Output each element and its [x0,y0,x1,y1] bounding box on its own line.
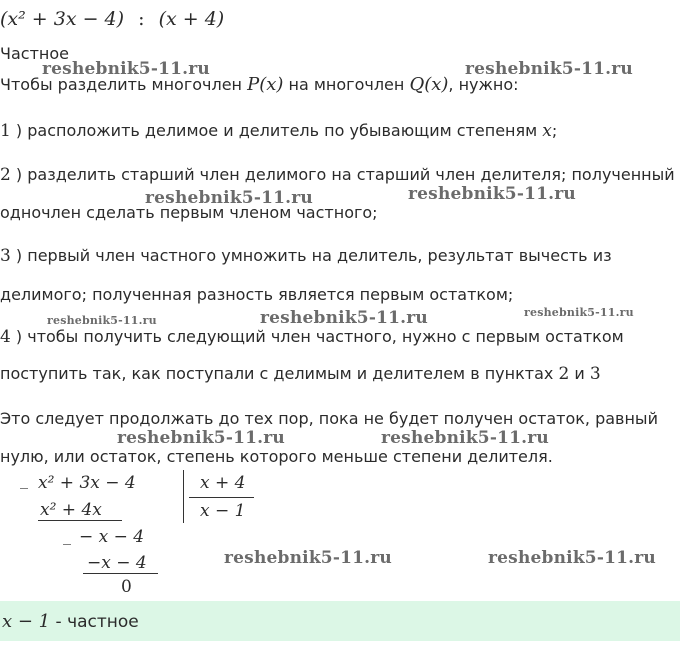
watermark: reshebnik5-11.ru [117,428,285,448]
division-minus-1: _ [20,470,28,489]
step-text: ; [551,121,558,140]
task-dividend: (x² + 3x − 4) [0,8,125,30]
watermark: reshebnik5-11.ru [524,306,634,319]
watermark: reshebnik5-11.ru [381,428,549,448]
step-4 [0,327,624,347]
step-number: 1 [0,121,11,141]
answer-box [0,601,680,641]
division-underline-2 [83,573,158,574]
watermark: reshebnik5-11.ru [42,59,210,79]
division-bracket-horizontal [189,497,254,498]
intro-part: Чтобы разделить многочлен [0,75,248,94]
division-dividend: x² + 3x − 4 [38,473,136,493]
step-text: ) разделить старший член делимого на старший член делителя; полученный [10,165,675,184]
heading: Частное [0,44,69,63]
division-quotient: x − 1 [200,501,246,521]
intro-part: на многочлен [283,75,410,94]
step-text: поступить так, как поступали с делимым и делителем в пунктах [0,364,559,383]
step-1 [0,121,557,141]
watermark: reshebnik5-11.ru [488,548,656,568]
intro-part: , нужно: [448,75,519,94]
step-ref-2: 2 [558,364,570,384]
watermark: reshebnik5-11.ru [47,314,157,327]
step-text: и [569,364,590,383]
task-colon: : [138,8,145,30]
task-expression [0,8,224,30]
answer-label: - частное [50,612,139,632]
watermark: reshebnik5-11.ru [224,548,392,568]
intro-q: Q(x) [409,74,449,95]
conclusion-line1: Это следует продолжать до тех пор, пока не будет получен остаток, равный [0,409,658,428]
answer-expression: x − 1 [2,611,51,632]
division-remainder-1: − x − 4 [79,527,145,547]
division-subtrahend-1: x² + 4x [40,500,102,520]
step-3 [0,246,612,266]
watermark: reshebnik5-11.ru [465,59,633,79]
step-4-line2 [0,364,601,384]
division-subtrahend-2: −x − 4 [87,553,147,573]
answer-text [2,611,139,632]
step-ref-3: 3 [589,364,601,384]
step-text: ) первый член частного умножить на делитель, результат вычесть из [10,246,612,265]
division-divisor: x + 4 [200,473,246,493]
step-text: ) чтобы получить следующий член частного, нужно с первым остатком [10,327,624,346]
watermark: reshebnik5-11.ru [145,188,313,208]
step-text: ) расположить делимое и делитель по убывающим степеням [10,121,543,140]
division-minus-2: _ [63,526,71,545]
watermark: reshebnik5-11.ru [408,184,576,204]
step-number: 2 [0,165,11,185]
division-bracket-vertical [183,470,184,523]
step-2 [0,165,675,185]
step-number: 4 [0,327,11,347]
step-2-line2: одночлен сделать первым членом частного; [0,203,378,222]
intro-p: P(x) [247,74,284,95]
step-var: x [542,121,552,141]
division-underline-1 [38,520,122,521]
conclusion-line2: нулю, или остаток, степень которого меньше степени делителя. [0,447,553,466]
step-number: 3 [0,246,11,266]
watermark: reshebnik5-11.ru [260,308,428,328]
task-divisor: (x + 4) [158,8,225,30]
division-final-remainder: 0 [121,577,132,597]
step-3-line2: делимого; полученная разность является первым остатком; [0,285,514,304]
